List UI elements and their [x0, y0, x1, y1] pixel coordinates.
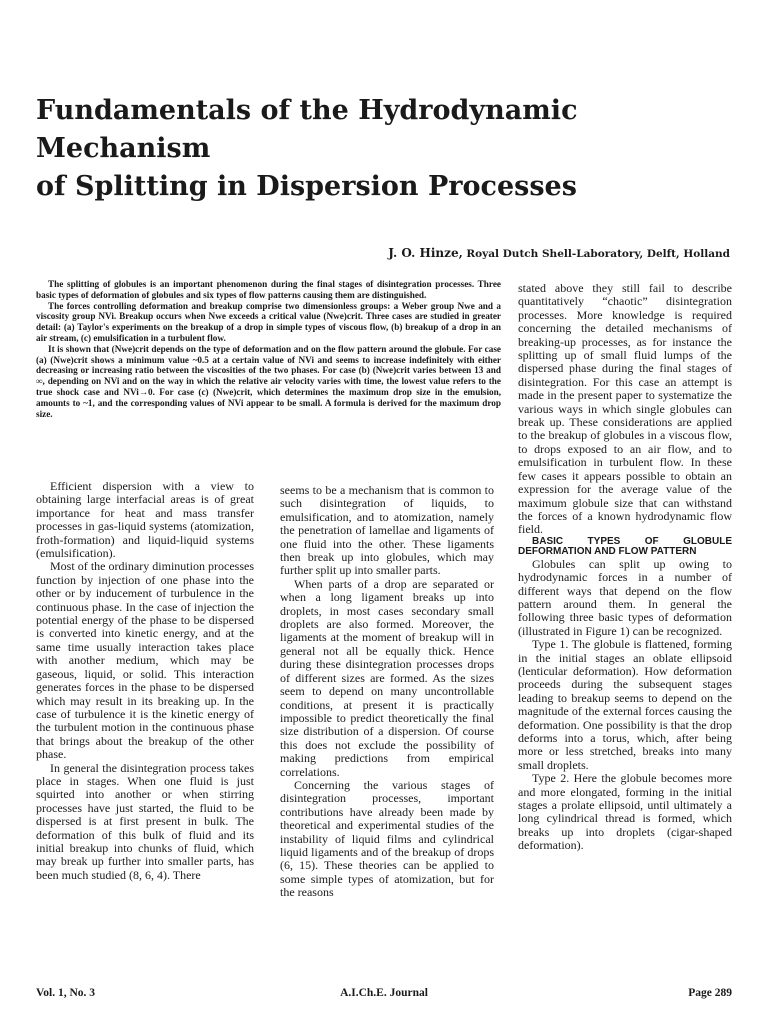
author-affiliation: Royal Dutch Shell-Laboratory, Delft, Holland	[466, 248, 730, 260]
title-line-1: Fundamentals of the Hydrodynamic Mechanism	[36, 95, 578, 164]
body-paragraph: Efficient dispersion with a view to obtaining large interfacial areas is of great importance for heat and mass transfer processes in gas-liquid systems (atomization, froth-formation) and liquid-liquid systems (emulsification).	[36, 479, 254, 561]
section-heading: BASIC TYPES OF GLOBULE DEFORMATION AND FLOW PATTERN	[518, 535, 732, 558]
abstract-paragraph: It is shown that (Nwe)crit depends on the type of deformation and on the flow pattern around the globule. For case (a) (Nwe)crit shows a minimum value ~0.5 at a certain value of NVi and seems to increase indefinitely with either decreasing or increasing ratio between the viscosities of the two phases. For case (b) (Nwe)crit varies between 13 and ∞, depending on NVi and on the way in which the relative air velocity varies with time, the lowest value refers to the true shock case and NVi→0. For case (c) (Nwe)crit, which determines the maximum drop size in the emulsion, amounts to ~1, and the corresponding values of NVi appear to be small. A formula is derived for the maximum drop size.	[36, 343, 501, 419]
abstract-paragraph: The forces controlling deformation and breakup comprise two dimensionless groups: a Weber group Nwe and a viscosity group NVi. Breakup occurs when Nwe exceeds a critical value (Nwe)crit. Three cases are studied in greater detail: (a) Taylor's experiments on the breakup of a drop in simple types of viscous flow, (b) breakup of a drop in an air stream, (c) emulsification in a turbulent flow.	[36, 300, 501, 343]
body-paragraph: Globules can split up owing to hydrodynamic forces in a number of different ways that depend on the flow pattern around them. In general the following three basic types of deformation (illustrated in Figure 1) can be recognized.	[518, 556, 732, 638]
footer-page-number: Page 289	[688, 987, 732, 999]
body-paragraph: In general the disintegration process takes place in stages. When one fluid is just squirted into another or when stirring processes have just started, the fluid to be dispersed is at first present in bulk. The deformation of this bulk of fluid and its initial breakup into chunks of fluid, which may break up further into smaller parts, has been much studied (8, 6, 4). There	[36, 760, 254, 882]
body-paragraph: seems to be a mechanism that is common to such disintegration of liquids, to emulsification, and to atomization, namely the penetration of lamellae and ligaments of one fluid into the other. These ligaments then break up into globules, which may further split up into smaller parts.	[280, 483, 494, 578]
paper-title	[36, 92, 736, 206]
body-paragraph: When parts of a drop are separated or when a long ligament breaks up into droplets, in most cases secondary small droplets are also formed. Moreover, the ligaments at the moment of breakup will in general not all be equally thick. Hence during these disintegration processes drops of different sizes are formed. As the sizes seem to depend on many uncontrollable conditions, at present it is practically impossible to predict theoretically the final size distribution of a dispersion. Of course this does not exclude the possibility of making predictions from empirical correlations.	[280, 576, 494, 779]
abstract-paragraph: The splitting of globules is an important phenomenon during the final stages of disintegration processes. Three basic types of deformation of globules and six types of flow patterns causing them are distinguished.	[36, 279, 501, 300]
body-paragraph: Concerning the various stages of disintegration processes, important contributions have already been made by theoretical and experimental studies of the instability of liquid films and cylindrical liquid ligaments and of the breakup of drops (6, 15). These theories can be applied to some simple types of atomization, but for the reasons	[280, 777, 494, 900]
body-paragraph: stated above they still fail to describe quantitatively “chaotic” disintegration processes. More knowledge is required concerning the detailed mechanisms of breaking-up processes, as for instance the splitting up of small fluid lumps of the dispersed phase during the final stages of disintegration. For this case an attempt is made in the present paper to systematize the various ways in which single globules can break up. These considerations are applied to the breakup of globules in a viscous flow, to drops exposed to an air flow, and to emulsification in turbulent flow. In these few cases it appears possible to obtain an expression for the average value of the maximum globule size that can withstand the forces of a known hydrodynamic flow field.	[518, 281, 732, 537]
author-name: J. O. Hinze,	[388, 246, 463, 260]
abstract	[36, 279, 501, 419]
title-line-2: of Splitting in Dispersion Processes	[36, 171, 577, 202]
footer-journal: A.I.Ch.E. Journal	[340, 987, 428, 999]
footer-volume: Vol. 1, No. 3	[36, 987, 95, 999]
body-paragraph: Most of the ordinary diminution processes function by injection of one phase into the other or by inducement of turbulence in the continuous phase. In the case of injection the potential energy of the phase to be dispersed is converted into kinetic energy, and at the same time usually interaction takes place with another medium, which may be gaseous, liquid, or solid. This interaction generates forces in the phase to be dispersed which may result in its breaking up. In the case of turbulence it is the kinetic energy of the turbulent motion in the continuous phase that brings about the breakup of the other phase.	[36, 559, 254, 762]
body-column-2	[280, 484, 494, 900]
body-paragraph: Type 2. Here the globule becomes more and more elongated, forming in the initial stages a prolate ellipsoid, until ultimately a long cylindrical thread is formed, which breaks up into droplets (cigar-shaped deformation).	[518, 771, 732, 853]
body-paragraph: Type 1. The globule is flattened, forming in the initial stages an oblate ellipsoid (lenticular deformation). How deformation proceeds during the subsequent stages leading to breakup seems to depend on the magnitude of the external forces causing the deformation. One possibility is that the drop deforms into a torus, which, after being more or less stretched, breaks into many small droplets.	[518, 637, 732, 772]
body-column-1	[36, 480, 254, 882]
byline	[380, 246, 730, 260]
body-column-3	[518, 282, 732, 853]
